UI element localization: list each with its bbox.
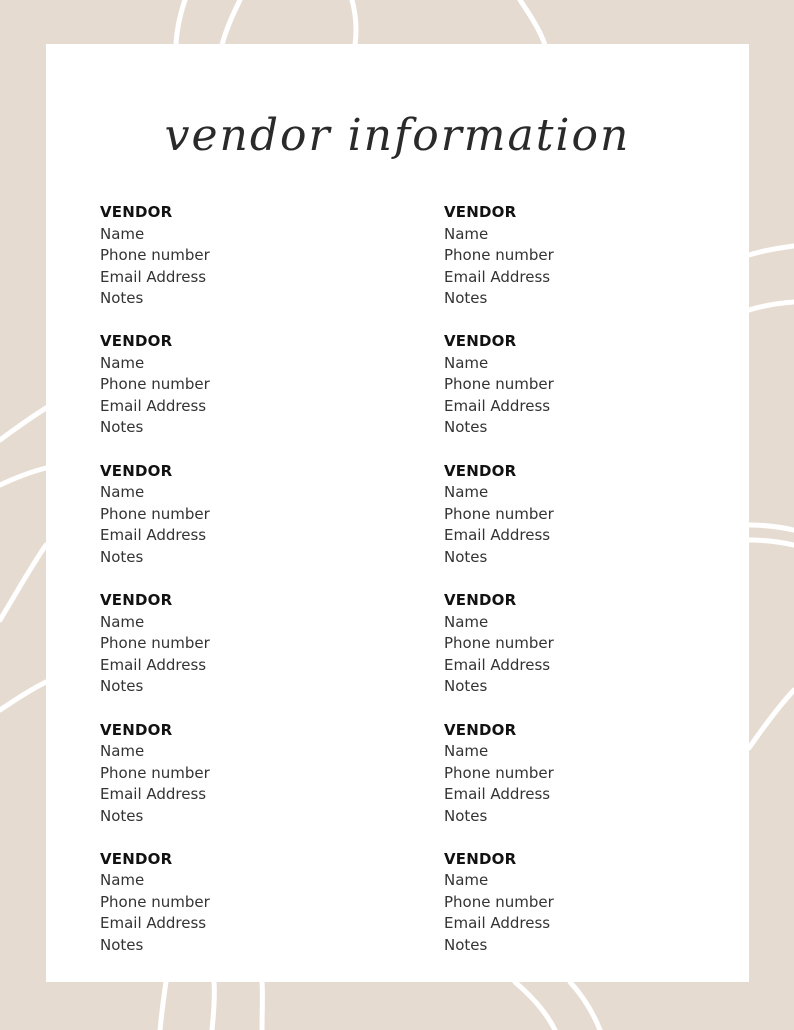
vendor-column-left: [100, 202, 400, 978]
vendor-label: VENDOR: [444, 461, 517, 480]
notes-field: Notes: [100, 547, 144, 566]
phone-field: Phone number: [444, 504, 554, 523]
vendor-label: VENDOR: [100, 591, 173, 610]
phone-field: Phone number: [100, 375, 210, 394]
vendor-block: [444, 590, 744, 719]
name-field: Name: [444, 483, 489, 502]
vendor-block: [444, 461, 744, 590]
notes-field: Notes: [100, 289, 144, 307]
notes-field: Notes: [444, 289, 488, 307]
vendor-block: [444, 331, 744, 460]
vendor-label: VENDOR: [444, 203, 517, 221]
vendor-label: VENDOR: [100, 332, 173, 351]
phone-field: Phone number: [100, 634, 210, 653]
vendor-label: VENDOR: [100, 203, 173, 221]
email-field: Email Address: [444, 267, 551, 286]
vendor-block: [100, 590, 400, 719]
vendor-label: VENDOR: [444, 332, 517, 351]
page-title: vendor information: [164, 110, 631, 161]
email-field: Email Address: [100, 526, 207, 545]
email-field: Email Address: [444, 914, 551, 933]
vendor-block: [444, 849, 744, 978]
email-field: Email Address: [444, 396, 551, 415]
vendor-label: VENDOR: [100, 461, 173, 480]
email-field: Email Address: [444, 526, 551, 545]
vendor-block: [100, 461, 400, 590]
notes-field: Notes: [444, 806, 488, 825]
vendor-label: VENDOR: [444, 720, 517, 739]
name-field: Name: [100, 612, 145, 631]
vendor-block: [444, 720, 744, 849]
name-field: Name: [444, 742, 489, 761]
vendor-block: [100, 849, 400, 978]
phone-field: Phone number: [444, 375, 554, 394]
vendor-column-right: [444, 202, 744, 978]
phone-field: Phone number: [100, 763, 210, 782]
email-field: Email Address: [100, 267, 207, 286]
phone-field: Phone number: [100, 892, 210, 911]
vendor-label: VENDOR: [100, 720, 173, 739]
name-field: Name: [100, 353, 145, 372]
vendor-label: VENDOR: [444, 849, 517, 868]
phone-field: Phone number: [100, 504, 210, 523]
phone-field: Phone number: [100, 246, 210, 264]
phone-field: Phone number: [444, 634, 554, 653]
email-field: Email Address: [444, 655, 551, 674]
name-field: Name: [100, 224, 145, 243]
name-field: Name: [444, 224, 489, 243]
name-field: Name: [100, 483, 145, 502]
phone-field: Phone number: [444, 246, 554, 264]
notes-field: Notes: [100, 935, 144, 954]
vendor-block: [100, 720, 400, 849]
email-field: Email Address: [100, 785, 207, 804]
notes-field: Notes: [444, 677, 488, 696]
name-field: Name: [444, 871, 489, 890]
notes-field: Notes: [444, 418, 488, 437]
notes-field: Notes: [100, 806, 144, 825]
email-field: Email Address: [100, 655, 207, 674]
notes-field: Notes: [100, 418, 144, 437]
vendor-block: [444, 202, 744, 331]
vendor-block: [100, 202, 400, 331]
vendor-label: VENDOR: [444, 591, 517, 610]
email-field: Email Address: [100, 914, 207, 933]
name-field: Name: [100, 871, 145, 890]
vendor-block: [100, 331, 400, 460]
email-field: Email Address: [444, 785, 551, 804]
notes-field: Notes: [444, 935, 488, 954]
notes-field: Notes: [444, 547, 488, 566]
vendor-label: VENDOR: [100, 849, 173, 868]
name-field: Name: [100, 742, 145, 761]
phone-field: Phone number: [444, 892, 554, 911]
name-field: Name: [444, 612, 489, 631]
name-field: Name: [444, 353, 489, 372]
email-field: Email Address: [100, 396, 207, 415]
page-card: [46, 44, 749, 982]
notes-field: Notes: [100, 677, 144, 696]
phone-field: Phone number: [444, 763, 554, 782]
